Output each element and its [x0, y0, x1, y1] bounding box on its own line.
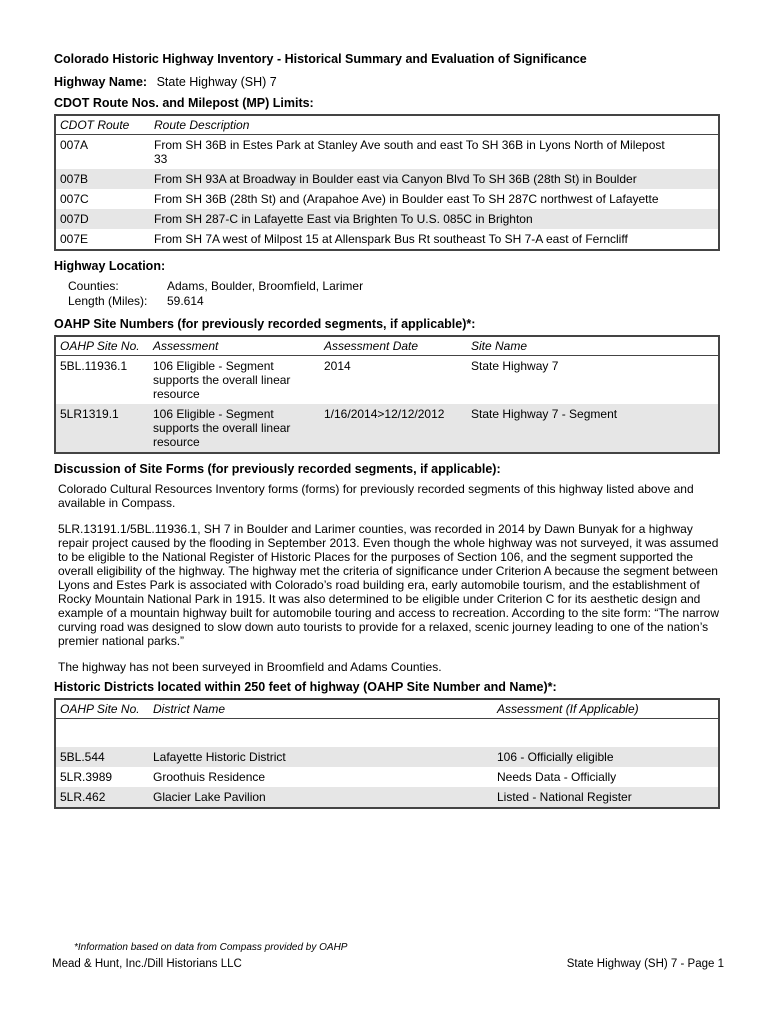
route-number: 007D	[55, 209, 150, 229]
districts-header-district-name: District Name	[149, 699, 493, 719]
length-label: Length (Miles):	[68, 294, 148, 308]
oahp-header-date: Assessment Date	[320, 336, 467, 356]
route-row	[55, 229, 719, 250]
district-row	[55, 767, 719, 787]
footnote: *Information based on data from Compass provided by OAHP	[74, 942, 348, 953]
district-name: Groothuis Residence	[153, 769, 266, 784]
site-assessment-date: 2014	[324, 359, 351, 373]
routes-header-description: Route Description	[150, 115, 719, 135]
footer-author: Mead & Hunt, Inc./Dill Historians LLC	[52, 958, 242, 970]
oahp-site-row	[55, 356, 719, 405]
site-number: 5BL.11936.1	[60, 359, 128, 373]
site-assessment: 106 Eligible - Segment supports the overall linear resource	[153, 359, 291, 401]
route-row	[55, 135, 719, 170]
district-site-number: 5LR.462	[55, 787, 149, 808]
routes-table	[54, 114, 720, 251]
routes-heading: CDOT Route Nos. and Milepost (MP) Limits:	[54, 96, 314, 110]
district-row	[55, 747, 719, 767]
highway-name-value: State Highway (SH) 7	[156, 75, 277, 89]
route-row	[55, 169, 719, 189]
site-name: State Highway 7	[471, 359, 559, 373]
district-assessment: Listed - National Register	[493, 787, 719, 808]
routes-header-row	[55, 115, 719, 135]
highway-name-label: Highway Name:	[54, 75, 148, 89]
district-assessment: Needs Data - Officially	[497, 769, 617, 784]
footer-page-number: State Highway (SH) 7 - Page 1	[566, 958, 724, 970]
location-heading: Highway Location:	[54, 259, 166, 273]
districts-header-site-no: OAHP Site No.	[55, 699, 149, 719]
site-assessment: 106 Eligible - Segment supports the overall linear resource	[149, 404, 320, 453]
route-number: 007B	[55, 169, 150, 189]
route-row	[55, 209, 719, 229]
counties-label: Counties:	[68, 279, 119, 293]
site-number: 5LR1319.1	[55, 404, 149, 453]
route-description: From SH 36B in Estes Park at Stanley Ave south and east To SH 36B in Lyons North of Milepost 33	[154, 138, 665, 166]
route-number: 007E	[60, 232, 89, 246]
discussion-paragraph: The highway has not been surveyed in Broomfield and Adams Counties.	[58, 660, 442, 674]
oahp-site-row	[55, 404, 719, 453]
district-assessment: 106 - Officially eligible	[493, 747, 719, 767]
route-row	[55, 189, 719, 209]
oahp-header-row	[55, 336, 719, 356]
route-number: 007C	[60, 192, 89, 206]
length-value: 59.614	[167, 294, 204, 308]
oahp-header-assessment: Assessment	[149, 336, 320, 356]
discussion-heading: Discussion of Site Forms (for previously recorded segments, if applicable):	[54, 462, 501, 476]
discussion-paragraph: Colorado Cultural Resources Inventory forms (forms) for previously recorded segments of this highway listed above and available in Compass.	[58, 482, 694, 510]
site-name: State Highway 7 - Segment	[467, 404, 719, 453]
counties-value: Adams, Boulder, Broomfield, Larimer	[167, 279, 364, 293]
districts-header-row	[55, 699, 719, 719]
route-number: 007A	[60, 138, 89, 152]
oahp-header-site-name: Site Name	[467, 336, 719, 356]
highway-name-row	[54, 75, 720, 89]
district-row	[55, 719, 719, 747]
route-description: From SH 7A west of Milpost 15 at Allenspark Bus Rt southeast To SH 7-A east of Ferncliff	[154, 232, 628, 246]
site-assessment-date: 1/16/2014>12/12/2012	[320, 404, 467, 453]
document-title: Colorado Historic Highway Inventory - Historical Summary and Evaluation of Significance	[54, 52, 587, 66]
oahp-header-site-no: OAHP Site No.	[55, 336, 149, 356]
location-block	[68, 279, 720, 309]
district-name: Glacier Lake Pavilion	[149, 787, 493, 808]
route-description: From SH 93A at Broadway in Boulder east via Canyon Blvd To SH 36B (28th St) in Boulder	[150, 169, 719, 189]
district-row	[55, 787, 719, 808]
document-page	[54, 52, 720, 809]
district-site-number	[55, 719, 149, 747]
oahp-sites-heading: OAHP Site Numbers (for previously recorded segments, if applicable)*:	[54, 317, 476, 331]
oahp-sites-table	[54, 335, 720, 454]
route-description: From SH 287-C in Lafayette East via Brighten To U.S. 085C in Brighton	[150, 209, 719, 229]
discussion-body	[58, 482, 720, 674]
district-site-number: 5LR.3989	[60, 769, 113, 784]
district-site-number: 5BL.544	[55, 747, 149, 767]
discussion-paragraph: 5LR.13191.1/5BL.11936.1, SH 7 in Boulder and Larimer counties, was recorded in 2014 by Dawn Bunyak for a highway repair project caused by the flooding in September 2013. Even though the whole highway was not surveyed, it was assumed to be eligible to the National Register of Historic Places for the purposes of Section 106, and the segment supported the overall eligibility of the highway. The highway met the criteria of significance under Criterion A because the segment between Lyons and Estes Park is associated with Colorado’s road building era, early automobile tourism, and the establishment of Rocky Mountain National Park in 1915. It was also determined to be eligible under Criterion C for its aesthetic design and example of a mountain highway built for automobile touring and access to recreation. According to the site form: “The narrow curving road was designed to slow down auto tourists to provide for a relaxed, scenic journey leading to one of the nation’s premier national parks.”	[58, 522, 720, 648]
routes-header-route: CDOT Route	[55, 115, 150, 135]
districts-heading: Historic Districts located within 250 feet of highway (OAHP Site Number and Name)*:	[54, 680, 557, 694]
districts-header-assessment: Assessment (If Applicable)	[493, 699, 719, 719]
district-name: Lafayette Historic District	[149, 747, 493, 767]
district-name	[149, 719, 493, 747]
district-assessment	[493, 719, 719, 747]
districts-table	[54, 698, 720, 809]
route-description: From SH 36B (28th St) and (Arapahoe Ave) in Boulder east To SH 287C northwest of Lafayette	[154, 192, 659, 206]
